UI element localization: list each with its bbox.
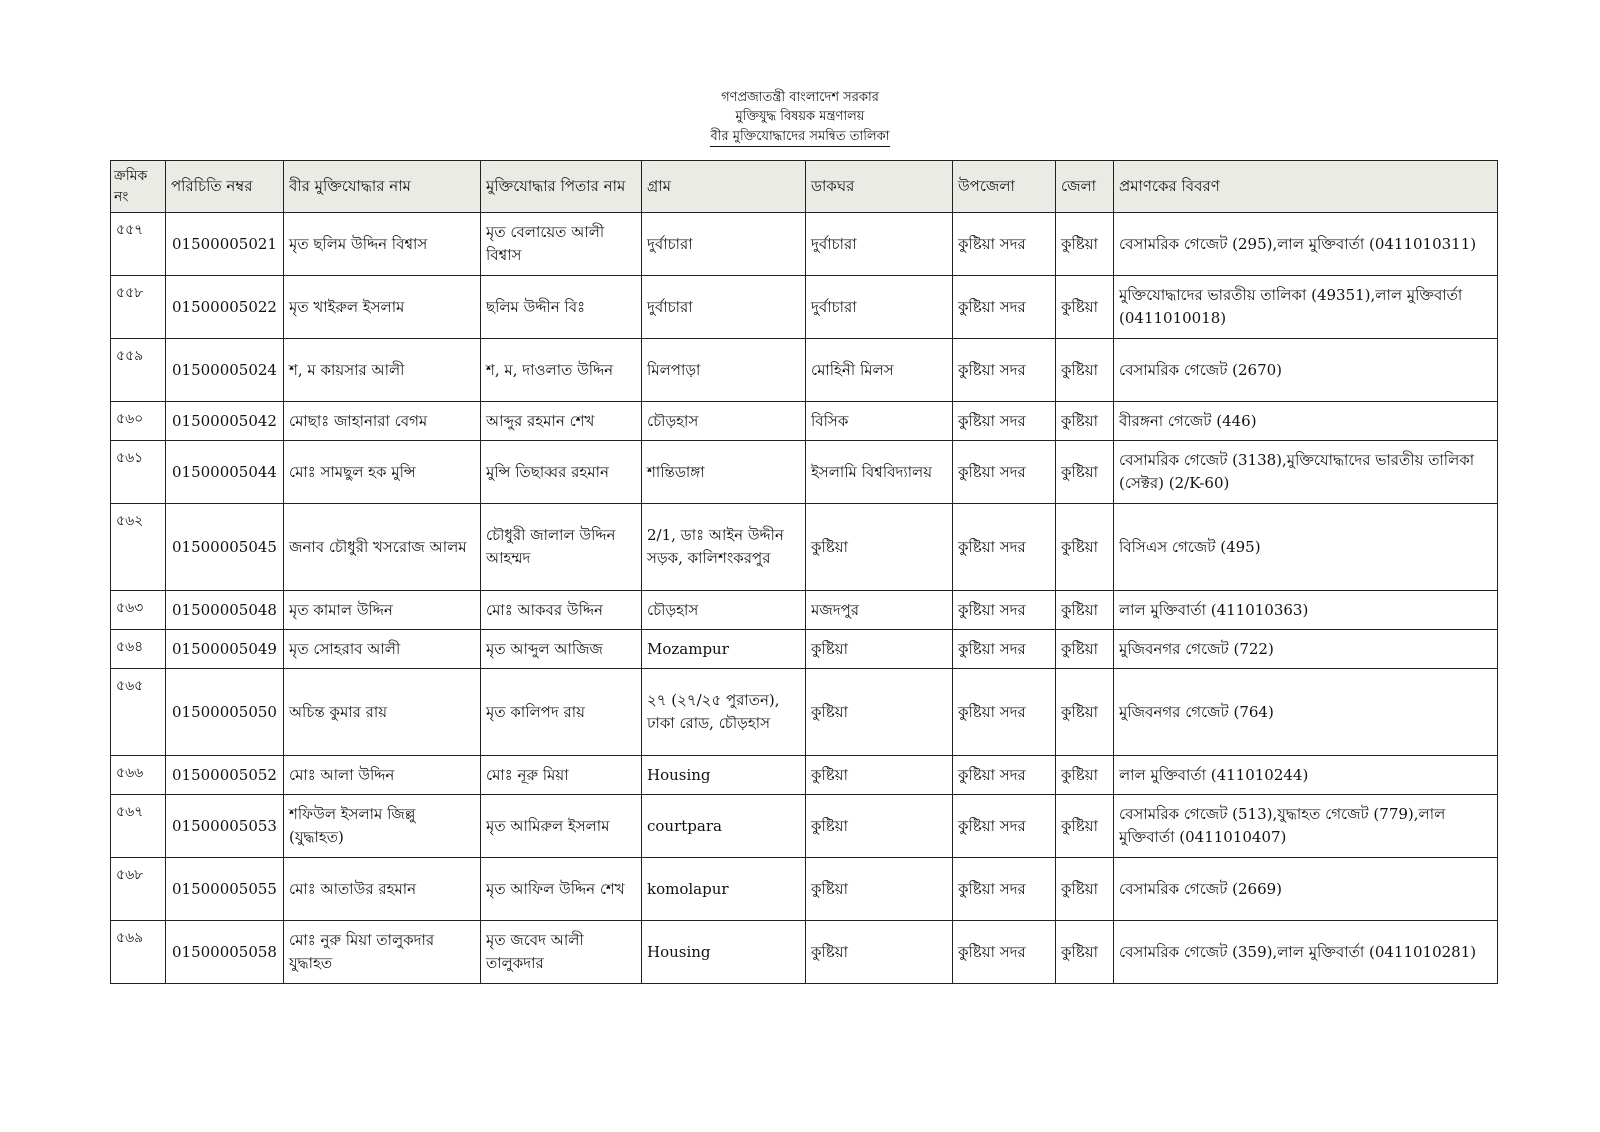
cell-post-office: বিসিক xyxy=(806,402,953,441)
cell-post-office: কুষ্টিয়া xyxy=(806,921,953,984)
cell-evidence: লাল মুক্তিবার্তা (411010244) xyxy=(1114,756,1498,795)
list-title: বীর মুক্তিযোদ্ধাদের সমন্বিত তালিকা xyxy=(710,128,889,147)
cell-upazila: কুষ্টিয়া সদর xyxy=(953,402,1056,441)
cell-evidence: মুক্তিযোদ্ধাদের ভারতীয় তালিকা (49351),লাল মুক্তিবার্তা (0411010018) xyxy=(1114,276,1498,339)
cell-name: মোঃ সামছুল হক মুন্সি xyxy=(284,441,481,504)
table-row xyxy=(111,630,1498,669)
cell-name: মৃত খাইরুল ইসলাম xyxy=(284,276,481,339)
cell-upazila: কুষ্টিয়া সদর xyxy=(953,630,1056,669)
cell-post-office: দুর্বাচারা xyxy=(806,276,953,339)
cell-serial: ৫৬৭ xyxy=(111,795,166,858)
cell-village: দুর্বাচারা xyxy=(642,276,806,339)
ministry-title: মুক্তিযুদ্ধ বিষয়ক মন্ত্রণালয় xyxy=(735,109,865,124)
cell-serial: ৫৬৫ xyxy=(111,669,166,756)
cell-district: কুষ্টিয়া xyxy=(1056,630,1114,669)
table-row xyxy=(111,795,1498,858)
table-row xyxy=(111,591,1498,630)
cell-evidence: মুজিবনগর গেজেট (764) xyxy=(1114,669,1498,756)
cell-father: শ, ম, দাওলাত উদ্দিন xyxy=(481,339,642,402)
cell-upazila: কুষ্টিয়া সদর xyxy=(953,441,1056,504)
cell-district: কুষ্টিয়া xyxy=(1056,276,1114,339)
cell-serial: ৫৬৮ xyxy=(111,858,166,921)
cell-serial: ৫৬৪ xyxy=(111,630,166,669)
cell-serial: ৫৬৯ xyxy=(111,921,166,984)
cell-evidence: বেসামরিক গেজেট (359),লাল মুক্তিবার্তা (0411010281) xyxy=(1114,921,1498,984)
cell-village: komolapur xyxy=(642,858,806,921)
cell-upazila: কুষ্টিয়া সদর xyxy=(953,795,1056,858)
column-header-name: বীর মুক্তিযোদ্ধার নাম xyxy=(284,161,481,213)
cell-name: মৃত কামাল উদ্দিন xyxy=(284,591,481,630)
cell-id: 01500005050 xyxy=(166,669,284,756)
cell-serial: ৫৬০ xyxy=(111,402,166,441)
cell-district: কুষ্টিয়া xyxy=(1056,669,1114,756)
government-title: গণপ্রজাতন্ত্রী বাংলাদেশ সরকার xyxy=(721,90,879,105)
cell-id: 01500005021 xyxy=(166,213,284,276)
cell-father: ছলিম উদ্দীন বিঃ xyxy=(481,276,642,339)
table-row xyxy=(111,276,1498,339)
cell-evidence: বেসামরিক গেজেট (295),লাল মুক্তিবার্তা (0411010311) xyxy=(1114,213,1498,276)
cell-district: কুষ্টিয়া xyxy=(1056,795,1114,858)
cell-post-office: মোহিনী মিলস xyxy=(806,339,953,402)
cell-name: জনাব চৌধুরী খসরোজ আলম xyxy=(284,504,481,591)
cell-post-office: কুষ্টিয়া xyxy=(806,858,953,921)
cell-district: কুষ্টিয়া xyxy=(1056,504,1114,591)
cell-id: 01500005024 xyxy=(166,339,284,402)
cell-district: কুষ্টিয়া xyxy=(1056,441,1114,504)
cell-village: 2/1, ডাঃ আইন উদ্দীন সড়ক, কালিশংকরপুর xyxy=(642,504,806,591)
cell-post-office: কুষ্টিয়া xyxy=(806,630,953,669)
cell-village: শান্তিডাঙ্গা xyxy=(642,441,806,504)
cell-father: মৃত জবেদ আলী তালুকদার xyxy=(481,921,642,984)
cell-name: মৃত ছলিম উদ্দিন বিশ্বাস xyxy=(284,213,481,276)
cell-village: চৌড়হাস xyxy=(642,402,806,441)
cell-id: 01500005055 xyxy=(166,858,284,921)
cell-name: শ, ম কায়সার আলী xyxy=(284,339,481,402)
cell-evidence: মুজিবনগর গেজেট (722) xyxy=(1114,630,1498,669)
cell-id: 01500005044 xyxy=(166,441,284,504)
cell-village: courtpara xyxy=(642,795,806,858)
cell-post-office: মজদপুর xyxy=(806,591,953,630)
cell-upazila: কুষ্টিয়া সদর xyxy=(953,858,1056,921)
cell-evidence: বেসামরিক গেজেট (2669) xyxy=(1114,858,1498,921)
cell-id: 01500005049 xyxy=(166,630,284,669)
cell-district: কুষ্টিয়া xyxy=(1056,213,1114,276)
cell-evidence: বিসিএস গেজেট (495) xyxy=(1114,504,1498,591)
cell-father: মৃত বেলায়েত আলী বিশ্বাস xyxy=(481,213,642,276)
cell-id: 01500005058 xyxy=(166,921,284,984)
column-header-evidence: প্রমাণকের বিবরণ xyxy=(1114,161,1498,213)
column-header-serial: ক্রমিক নং xyxy=(111,161,166,213)
table-row xyxy=(111,441,1498,504)
cell-post-office: কুষ্টিয়া xyxy=(806,795,953,858)
freedom-fighters-table xyxy=(110,160,1498,984)
cell-father: মোঃ নূরু মিয়া xyxy=(481,756,642,795)
column-header-post-office: ডাকঘর xyxy=(806,161,953,213)
column-header-upazila: উপজেলা xyxy=(953,161,1056,213)
cell-post-office: কুষ্টিয়া xyxy=(806,504,953,591)
cell-serial: ৫৬২ xyxy=(111,504,166,591)
cell-father: মৃত কালিপদ রায় xyxy=(481,669,642,756)
cell-evidence: বেসামরিক গেজেট (3138),মুক্তিযোদ্ধাদের ভারতীয় তালিকা (সেক্টর) (2/K-60) xyxy=(1114,441,1498,504)
cell-upazila: কুষ্টিয়া সদর xyxy=(953,276,1056,339)
cell-evidence: বীরঙ্গনা গেজেট (446) xyxy=(1114,402,1498,441)
cell-upazila: কুষ্টিয়া সদর xyxy=(953,756,1056,795)
cell-father: আব্দুর রহমান শেখ xyxy=(481,402,642,441)
table-row xyxy=(111,921,1498,984)
cell-serial: ৫৫৯ xyxy=(111,339,166,402)
cell-id: 01500005042 xyxy=(166,402,284,441)
cell-village: চৌড়হাস xyxy=(642,591,806,630)
cell-village: দুর্বাচারা xyxy=(642,213,806,276)
cell-village: মিলপাড়া xyxy=(642,339,806,402)
table-header-row xyxy=(111,161,1498,213)
cell-serial: ৫৫৮ xyxy=(111,276,166,339)
table-row xyxy=(111,213,1498,276)
cell-village: ২৭ (২৭/২৫ পুরাতন), ঢাকা রোড, চৌড়হাস xyxy=(642,669,806,756)
cell-id: 01500005052 xyxy=(166,756,284,795)
table-row xyxy=(111,756,1498,795)
cell-district: কুষ্টিয়া xyxy=(1056,402,1114,441)
cell-name: মোঃ আতাউর রহমান xyxy=(284,858,481,921)
cell-post-office: ইসলামি বিশ্ববিদ্যালয় xyxy=(806,441,953,504)
cell-district: কুষ্টিয়া xyxy=(1056,339,1114,402)
column-header-father: মুক্তিযোদ্ধার পিতার নাম xyxy=(481,161,642,213)
cell-district: কুষ্টিয়া xyxy=(1056,921,1114,984)
table-row xyxy=(111,504,1498,591)
cell-upazila: কুষ্টিয়া সদর xyxy=(953,921,1056,984)
cell-evidence: লাল মুক্তিবার্তা (411010363) xyxy=(1114,591,1498,630)
cell-post-office: দুর্বাচারা xyxy=(806,213,953,276)
column-header-id: পরিচিতি নম্বর xyxy=(166,161,284,213)
cell-upazila: কুষ্টিয়া সদর xyxy=(953,669,1056,756)
cell-upazila: কুষ্টিয়া সদর xyxy=(953,591,1056,630)
cell-district: কুষ্টিয়া xyxy=(1056,591,1114,630)
cell-village: Housing xyxy=(642,756,806,795)
cell-upazila: কুষ্টিয়া সদর xyxy=(953,339,1056,402)
cell-name: মোছাঃ জাহানারা বেগম xyxy=(284,402,481,441)
cell-name: শফিউল ইসলাম জিল্লু (যুদ্ধাহত) xyxy=(284,795,481,858)
cell-name: অচিন্ত কুমার রায় xyxy=(284,669,481,756)
cell-name: মৃত সোহরাব আলী xyxy=(284,630,481,669)
cell-district: কুষ্টিয়া xyxy=(1056,858,1114,921)
cell-village: Housing xyxy=(642,921,806,984)
cell-father: মৃত আমিরুল ইসলাম xyxy=(481,795,642,858)
cell-district: কুষ্টিয়া xyxy=(1056,756,1114,795)
cell-father: মৃত আব্দুল আজিজ xyxy=(481,630,642,669)
cell-father: মুন্সি তিছাব্বর রহমান xyxy=(481,441,642,504)
cell-id: 01500005022 xyxy=(166,276,284,339)
cell-id: 01500005048 xyxy=(166,591,284,630)
cell-upazila: কুষ্টিয়া সদর xyxy=(953,213,1056,276)
cell-upazila: কুষ্টিয়া সদর xyxy=(953,504,1056,591)
cell-name: মোঃ আলা উদ্দিন xyxy=(284,756,481,795)
cell-serial: ৫৬১ xyxy=(111,441,166,504)
cell-id: 01500005045 xyxy=(166,504,284,591)
cell-post-office: কুষ্টিয়া xyxy=(806,756,953,795)
table-row xyxy=(111,669,1498,756)
cell-evidence: বেসামরিক গেজেট (513),যুদ্ধাহত গেজেট (779),লাল মুক্তিবার্তা (0411010407) xyxy=(1114,795,1498,858)
cell-father: মোঃ আকবর উদ্দিন xyxy=(481,591,642,630)
table-row xyxy=(111,402,1498,441)
cell-serial: ৫৫৭ xyxy=(111,213,166,276)
column-header-village: গ্রাম xyxy=(642,161,806,213)
cell-village: Mozampur xyxy=(642,630,806,669)
column-header-district: জেলা xyxy=(1056,161,1114,213)
cell-name: মোঃ নুরু মিয়া তালুকদার যুদ্ধাহত xyxy=(284,921,481,984)
table-row xyxy=(111,858,1498,921)
cell-father: মৃত আফিল উদ্দিন শেখ xyxy=(481,858,642,921)
cell-evidence: বেসামরিক গেজেট (2670) xyxy=(1114,339,1498,402)
cell-serial: ৫৬৩ xyxy=(111,591,166,630)
cell-post-office: কুষ্টিয়া xyxy=(806,669,953,756)
document-header xyxy=(0,88,1600,147)
cell-serial: ৫৬৬ xyxy=(111,756,166,795)
cell-id: 01500005053 xyxy=(166,795,284,858)
cell-father: চৌধুরী জালাল উদ্দিন আহম্মদ xyxy=(481,504,642,591)
table-row xyxy=(111,339,1498,402)
